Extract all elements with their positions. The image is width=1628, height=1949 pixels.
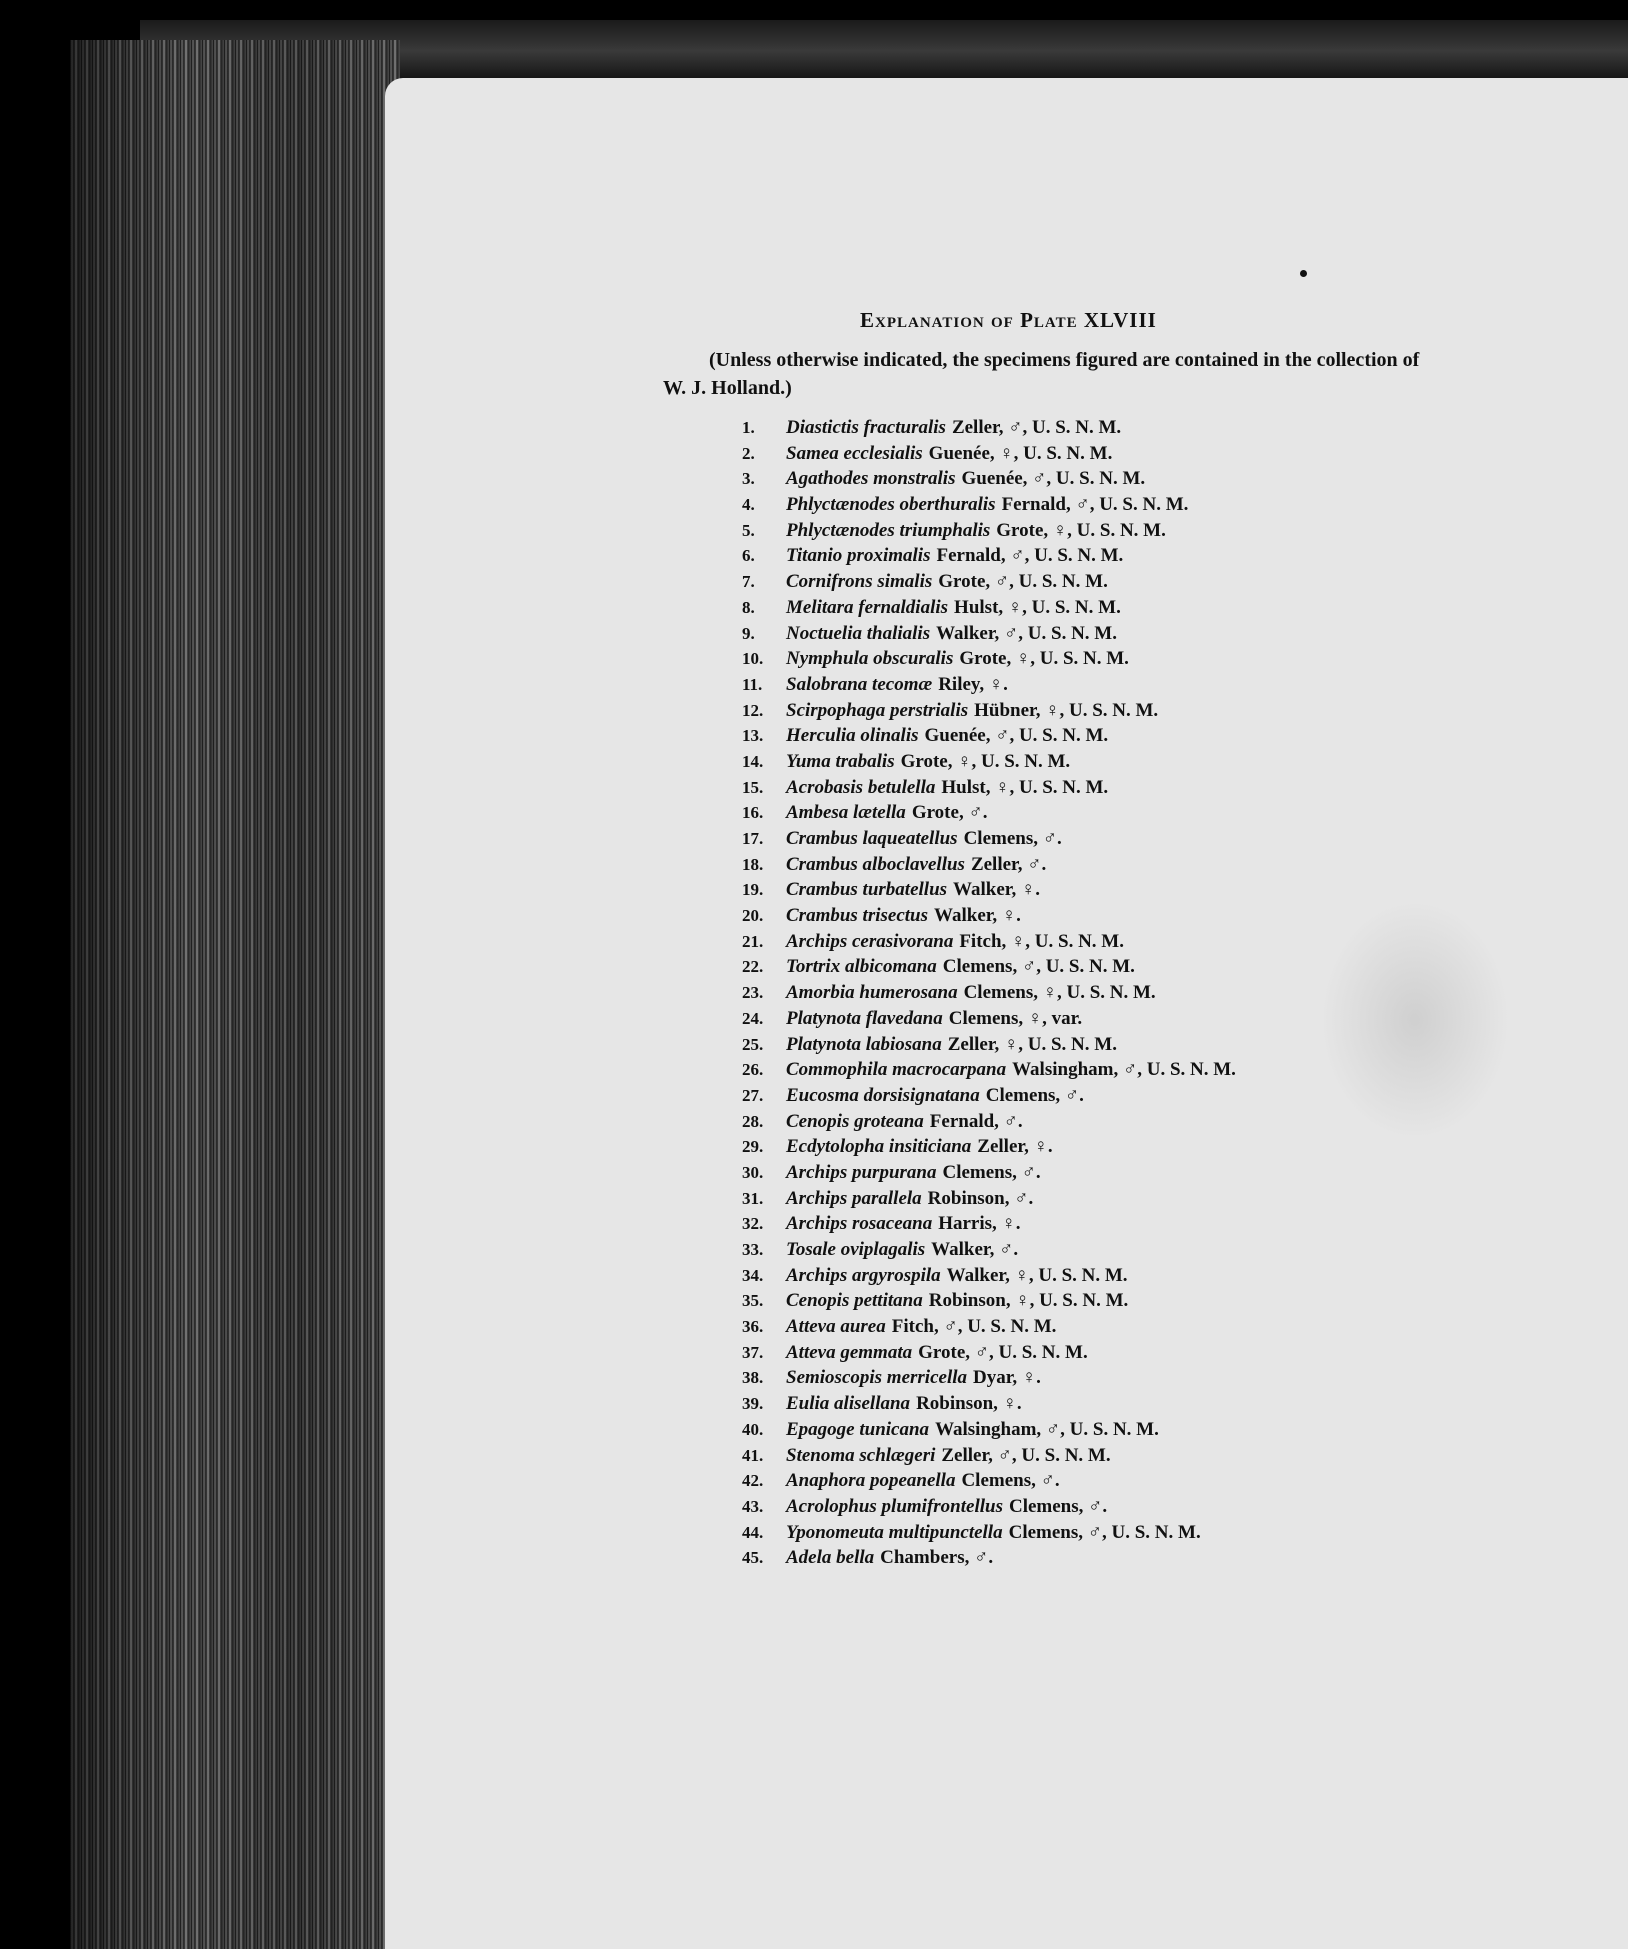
list-item (742, 800, 1236, 826)
species-name: Tortrix albicomana (786, 956, 937, 978)
list-item (742, 1494, 1236, 1520)
list-item (742, 852, 1236, 878)
entry-number: 32. (742, 1214, 764, 1234)
entry-number: 3. (742, 469, 755, 489)
species-name: Crambus trisectus (786, 905, 929, 927)
list-item (742, 1057, 1236, 1083)
author-and-source: Fernald, ♂, U. S. N. M. (1001, 494, 1189, 516)
author-and-source: Guenée, ♂, U. S. N. M. (924, 725, 1109, 747)
list-item (742, 415, 1236, 441)
author-and-source: Clemens, ♂. (963, 828, 1062, 849)
species-name: Commophila macrocarpana (786, 1059, 1007, 1081)
entry-number: 12. (742, 700, 764, 720)
author-and-source: Clemens, ♂. (961, 1470, 1060, 1492)
author-and-source: Walsingham, ♂, U. S. N. M. (935, 1418, 1159, 1440)
list-item (742, 1391, 1236, 1417)
author-and-source: Clemens, ♀, U. S. N. M. (963, 982, 1156, 1004)
entry-number: 26. (742, 1060, 764, 1080)
author-and-source: Walsingham, ♂, U. S. N. M. (1012, 1059, 1236, 1081)
entry-number: 37. (742, 1342, 764, 1362)
species-name: Nymphula obscuralis (786, 648, 954, 670)
list-item (742, 441, 1236, 467)
species-name: Phlyctænodes oberthuralis (786, 494, 996, 516)
species-name: Herculia olinalis (786, 725, 919, 747)
species-name: Titanio proximalis (786, 545, 931, 567)
list-item (742, 1083, 1236, 1109)
author-and-source: Grote, ♂. (911, 802, 988, 824)
author-and-source: Guenée, ♀, U. S. N. M. (928, 442, 1113, 464)
entry-number: 34. (742, 1265, 764, 1285)
list-item (742, 826, 1236, 852)
intro-note: (Unless otherwise indicated, the specimens figured are contained in the collection of W. J. Holland.) (663, 349, 1420, 399)
species-name: Platynota flavedana (786, 1007, 943, 1029)
list-item (742, 1006, 1236, 1032)
author-and-source: Zeller, ♂. (970, 853, 1047, 875)
list-item (742, 775, 1236, 801)
list-item (742, 1468, 1236, 1494)
species-name: Tosale oviplagalis (786, 1239, 926, 1260)
entry-number: 20. (742, 906, 764, 926)
entry-number: 27. (742, 1085, 764, 1105)
species-name: Crambus turbatellus (786, 879, 948, 901)
entry-number: 23. (742, 983, 764, 1003)
author-and-source: Walker, ♂. (931, 1239, 1019, 1260)
species-name: Ambesa lætella (786, 802, 906, 824)
list-item (742, 1365, 1236, 1391)
entry-number: 35. (742, 1291, 764, 1311)
species-name: Archips cerasivorana (786, 930, 954, 952)
species-name: Adela bella (786, 1547, 875, 1569)
author-and-source: Walker, ♀. (953, 879, 1040, 901)
entry-number: 10. (742, 649, 764, 669)
species-name: Eulia alisellana (786, 1393, 911, 1415)
list-item (742, 543, 1236, 569)
list-item (742, 723, 1236, 749)
entry-number: 21. (742, 931, 764, 951)
entry-number: 25. (742, 1034, 764, 1054)
ink-dot (1300, 270, 1307, 277)
author-and-source: Walker, ♀, U. S. N. M. (946, 1264, 1128, 1286)
species-name: Melitara fernaldialis (786, 596, 949, 618)
entry-number: 42. (742, 1471, 764, 1491)
species-name: Crambus laqueatellus (786, 828, 958, 849)
list-item (742, 646, 1236, 672)
list-item (742, 466, 1236, 492)
entry-number: 36. (742, 1317, 764, 1337)
species-name: Semioscopis merricella (786, 1367, 968, 1389)
species-name: Noctuelia thalialis (786, 622, 931, 644)
list-item (742, 1160, 1236, 1186)
species-name: Cenopis groteana (786, 1110, 924, 1132)
entry-number: 18. (742, 854, 764, 874)
species-name: Stenoma schlægeri (786, 1444, 936, 1466)
author-and-source: Hulst, ♀, U. S. N. M. (941, 776, 1109, 798)
species-name: Acrolophus plumifrontellus (786, 1495, 1003, 1517)
species-name: Anaphora popeanella (786, 1470, 956, 1492)
entry-number: 38. (742, 1368, 764, 1388)
author-and-source: Chambers, ♂. (880, 1547, 994, 1569)
author-and-source: Grote, ♂, U. S. N. M. (938, 571, 1108, 593)
list-item (742, 749, 1236, 775)
entry-number: 17. (742, 829, 764, 848)
species-name: Archips argyrospila (786, 1264, 941, 1286)
author-and-source: Zeller, ♀, U. S. N. M. (947, 1033, 1117, 1055)
species-name: Cenopis pettitana (786, 1290, 923, 1312)
list-item (742, 698, 1236, 724)
author-and-source: Zeller, ♀. (977, 1136, 1053, 1158)
species-name: Acrobasis betulella (786, 776, 936, 798)
species-name: Atteva gemmata (786, 1341, 913, 1363)
entry-number: 39. (742, 1394, 764, 1414)
author-and-source: Fitch, ♂, U. S. N. M. (891, 1316, 1057, 1338)
author-and-source: Riley, ♀. (938, 673, 1008, 695)
entry-number: 30. (742, 1162, 764, 1182)
edge-shadow (70, 40, 400, 1949)
entry-number: 14. (742, 751, 764, 771)
list-item (742, 929, 1236, 955)
species-name: Yponomeuta multipunctella (786, 1521, 1003, 1543)
list-item (742, 877, 1236, 903)
entry-number: 41. (742, 1445, 764, 1465)
entry-number: 31. (742, 1188, 764, 1208)
list-item (742, 569, 1236, 595)
species-name: Eucosma dorsisignatana (786, 1084, 980, 1106)
author-and-source: Dyar, ♀. (973, 1367, 1041, 1389)
list-item (742, 518, 1236, 544)
author-and-source: Robinson, ♀. (916, 1393, 1022, 1415)
list-item (742, 621, 1236, 647)
entry-number: 22. (742, 957, 764, 977)
entry-number: 4. (742, 495, 755, 515)
entry-number: 5. (742, 520, 755, 540)
entry-number: 19. (742, 880, 764, 900)
species-name: Atteva aurea (786, 1316, 886, 1338)
author-and-source: Grote, ♀, U. S. N. M. (900, 750, 1071, 772)
list-item (742, 1186, 1236, 1212)
author-and-source: Fernald, ♂, U. S. N. M. (936, 545, 1124, 567)
author-and-source: Grote, ♀, U. S. N. M. (959, 648, 1129, 670)
author-and-source: Walker, ♀. (934, 905, 1021, 927)
entry-number: 29. (742, 1137, 764, 1157)
list-item (742, 492, 1236, 518)
author-and-source: Clemens, ♀, var. (948, 1007, 1083, 1029)
author-and-source: Hulst, ♀, U. S. N. M. (954, 596, 1121, 618)
entry-number: 6. (742, 546, 755, 566)
entry-number: 24. (742, 1008, 764, 1028)
species-name: Ecdytolopha insiticiana (786, 1136, 972, 1158)
species-name: Phlyctænodes triumphalis (786, 519, 991, 541)
entry-number: 2. (742, 443, 755, 463)
author-and-source: Robinson, ♀, U. S. N. M. (928, 1290, 1129, 1312)
specimen-list (742, 415, 1236, 1571)
species-name: Crambus alboclavellus (786, 853, 965, 875)
author-and-source: Guenée, ♂, U. S. N. M. (961, 468, 1146, 490)
list-item (742, 1263, 1236, 1289)
entry-number: 7. (742, 572, 755, 592)
species-name: Samea ecclesialis (786, 442, 923, 464)
entry-number: 11. (742, 674, 763, 694)
list-item (742, 1134, 1236, 1160)
author-and-source: Zeller, ♂, U. S. N. M. (951, 417, 1122, 438)
entry-number: 1. (742, 418, 755, 437)
entry-number: 8. (742, 597, 755, 617)
species-name: Cornifrons simalis (786, 571, 933, 593)
author-and-source: Robinson, ♂. (927, 1187, 1034, 1209)
species-name: Salobrana tecomæ (786, 673, 933, 695)
plate-heading: Explanation of Plate XLVIII (860, 308, 1157, 332)
list-item (742, 1314, 1236, 1340)
list-item (742, 1520, 1236, 1546)
list-item (742, 672, 1236, 698)
list-item (742, 1340, 1236, 1366)
species-name: Platynota labiosana (786, 1033, 942, 1055)
entry-number: 40. (742, 1419, 764, 1439)
species-name: Scirpophaga perstrialis (786, 699, 969, 721)
entry-number: 9. (742, 623, 755, 643)
species-name: Archips parallela (786, 1187, 922, 1209)
author-and-source: Fitch, ♀, U. S. N. M. (959, 930, 1124, 952)
entry-number: 15. (742, 777, 764, 797)
author-and-source: Clemens, ♂. (1008, 1495, 1108, 1517)
author-and-source: Clemens, ♂. (942, 1161, 1041, 1183)
author-and-source: Clemens, ♂, U. S. N. M. (942, 956, 1135, 978)
species-name: Yuma trabalis (786, 750, 895, 772)
author-and-source: Zeller, ♂, U. S. N. M. (941, 1444, 1111, 1466)
author-and-source: Clemens, ♂. (985, 1084, 1084, 1106)
author-and-source: Harris, ♀. (938, 1213, 1021, 1235)
species-name: Archips rosaceana (786, 1213, 933, 1235)
list-item (742, 1032, 1236, 1058)
entry-number: 16. (742, 803, 764, 823)
list-item (742, 1237, 1236, 1263)
list-item (742, 595, 1236, 621)
author-and-source: Hübner, ♀, U. S. N. M. (974, 699, 1159, 721)
list-item (742, 1417, 1236, 1443)
species-name: Agathodes monstralis (786, 468, 956, 490)
author-and-source: Grote, ♀, U. S. N. M. (996, 519, 1166, 541)
species-name: Diastictis fracturalis (786, 417, 946, 438)
author-and-source: Grote, ♂, U. S. N. M. (918, 1341, 1088, 1363)
list-item (742, 1545, 1236, 1571)
species-name: Archips purpurana (786, 1161, 937, 1183)
entry-number: 43. (742, 1496, 764, 1516)
author-and-source: Clemens, ♂, U. S. N. M. (1008, 1521, 1201, 1543)
species-name: Epagoge tunicana (786, 1418, 930, 1440)
list-item (742, 1211, 1236, 1237)
list-item (742, 1288, 1236, 1314)
species-name: Amorbia humerosana (786, 982, 958, 1004)
list-item (742, 903, 1236, 929)
list-item (742, 1109, 1236, 1135)
author-and-source: Walker, ♂, U. S. N. M. (936, 622, 1117, 644)
list-item (742, 954, 1236, 980)
list-item (742, 1443, 1236, 1469)
entry-number: 13. (742, 726, 764, 746)
entry-number: 28. (742, 1111, 764, 1131)
entry-number: 45. (742, 1548, 764, 1568)
author-and-source: Fernald, ♂. (929, 1110, 1023, 1132)
entry-number: 33. (742, 1240, 764, 1259)
show-through-smudge (1320, 900, 1510, 1140)
list-item (742, 980, 1236, 1006)
entry-number: 44. (742, 1522, 764, 1542)
